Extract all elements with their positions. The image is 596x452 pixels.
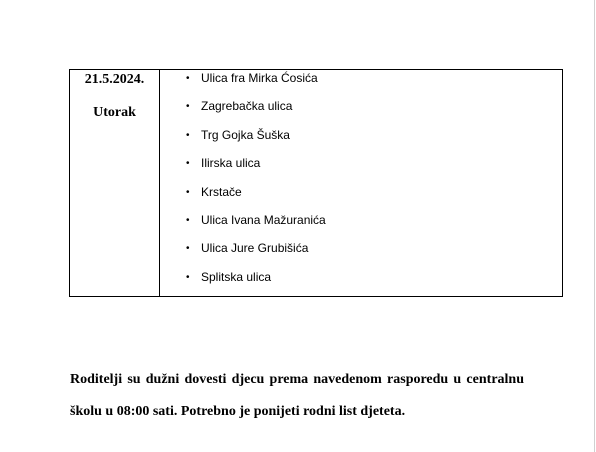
schedule-day: Utorak [93,105,136,120]
page-edge [594,0,595,452]
street-name: Zagrebačka ulica [201,99,293,113]
notice-line-2: školu u 08:00 sati. Potrebno je ponijeti rodni list djeteta. [70,404,406,419]
bullet-icon: • [186,215,190,226]
date-cell [70,70,160,296]
street-name: Ulica Jure Grubišića [201,241,309,255]
bullet-icon: • [186,243,190,254]
street-name: Ulica Ivana Mažuranića [201,213,326,227]
streets-cell [160,70,562,296]
notice-line-1: Roditelji su dužni dovesti djecu prema navedenom rasporedu u centralnu [70,372,524,387]
bullet-icon: • [186,130,190,141]
street-name: Krstače [201,185,242,199]
bullet-icon: • [186,101,190,112]
street-name: Trg Gojka Šuška [201,128,290,142]
street-name: Splitska ulica [201,270,272,284]
schedule-table [69,69,563,297]
bullet-icon: • [186,187,190,198]
schedule-date: 21.5.2024. [84,72,145,87]
bullet-icon: • [186,73,190,84]
bullet-icon: • [186,272,190,283]
street-name: Ilirska ulica [201,156,261,170]
notice-paragraph [70,364,524,428]
street-name: Ulica fra Mirka Ćosića [201,71,318,85]
bullet-icon: • [186,158,190,169]
